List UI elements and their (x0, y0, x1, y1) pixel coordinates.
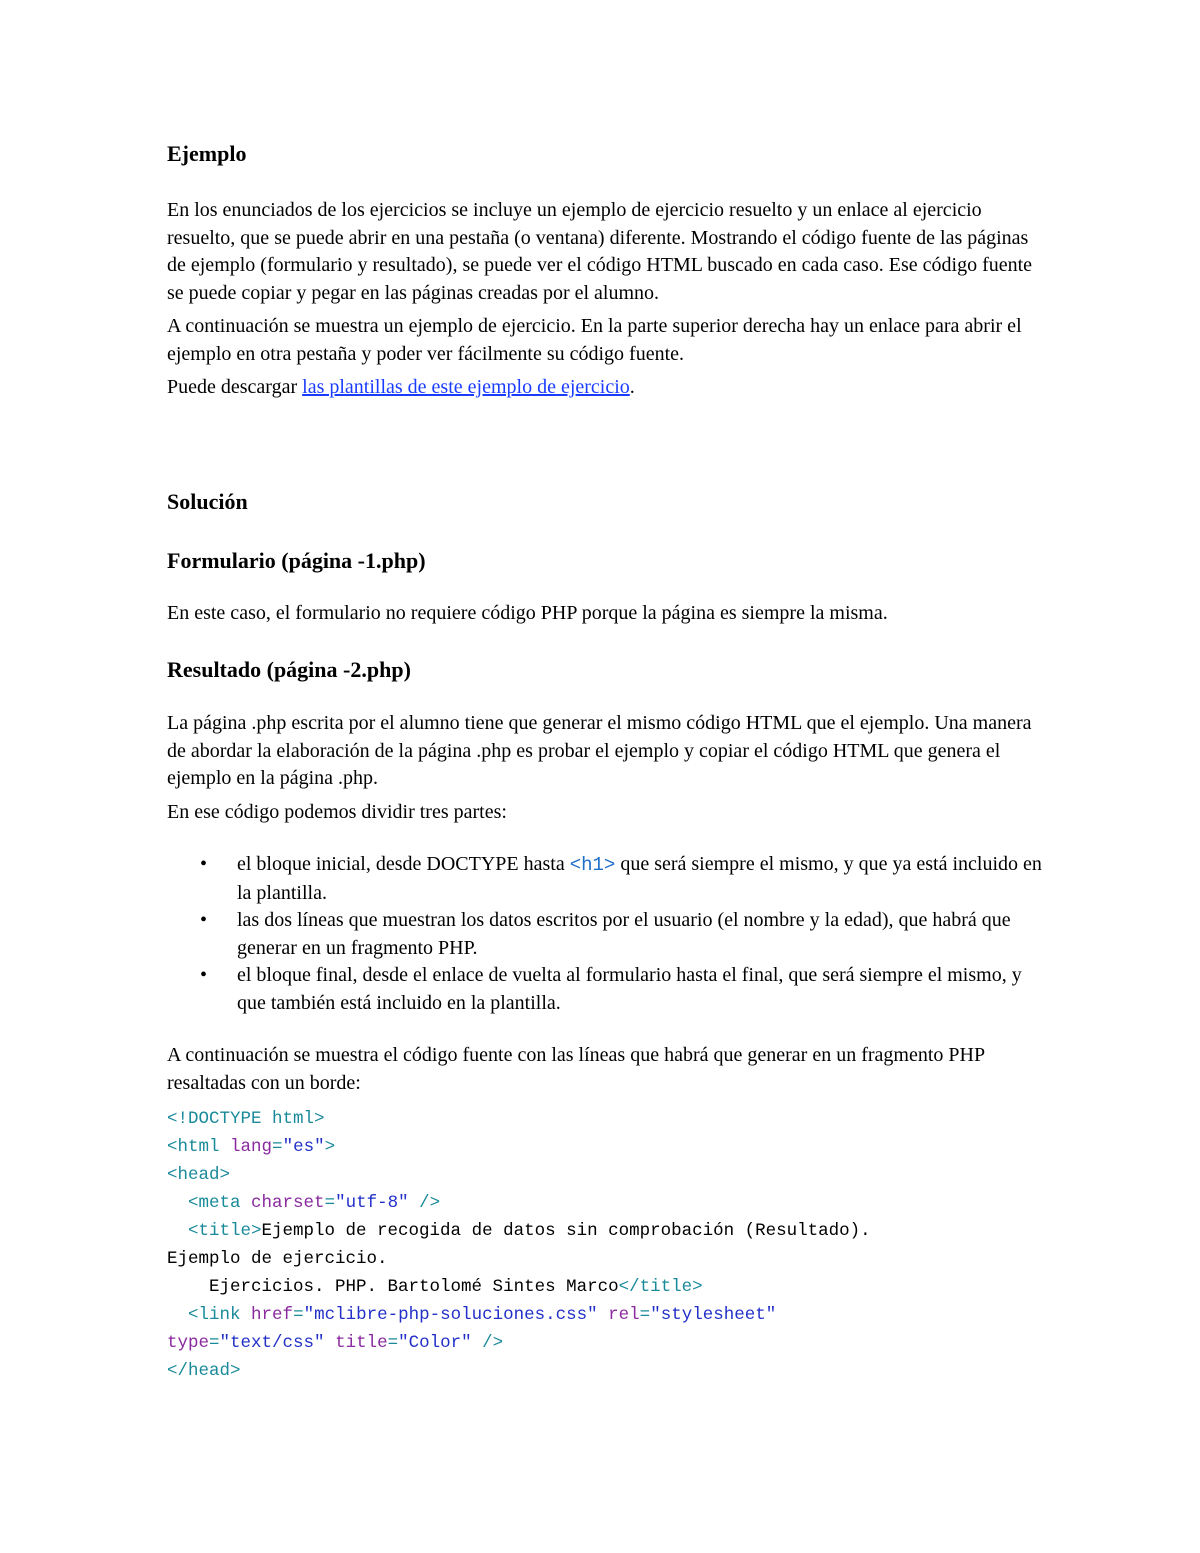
code-charset-val: "utf-8" (335, 1193, 409, 1213)
download-prefix: Puede descargar (167, 376, 303, 398)
paragraph-resultado-1: La página .php escrita por el alumno tiene que generar el mismo código HTML que el ejemplo. Una manera de abordar la elaboración de la página .php es probar el ejemplo y copiar el código HTML que genera el ejemplo en la página .php. (167, 712, 1032, 789)
code-eq: = (293, 1305, 304, 1325)
heading-ejemplo: Ejemplo (167, 141, 247, 166)
list-item: • las dos líneas que muestran los datos escritos por el usuario (el nombre y la edad), que habrá que generar en un fragmento PHP. (167, 907, 1047, 962)
download-suffix: . (629, 376, 635, 398)
code-title-text-1: Ejemplo de recogida de datos sin comprobación (Resultado). (261, 1221, 871, 1241)
code-self-close: /> (408, 1193, 441, 1213)
code-title-close: </title> (618, 1277, 703, 1297)
paragraph-ejemplo-2: A continuación se muestra un ejemplo de ejercicio. En la parte superior derecha hay un enlace para abrir el ejemplo en otra pestaña y poder ver fácilmente su código fuente. (167, 315, 1022, 365)
code-gt: > (324, 1137, 336, 1157)
list-item-suffix: que será siempre el mismo, y que ya está incluido en la plantilla. (237, 853, 1042, 904)
code-self-close: /> (471, 1333, 504, 1353)
h1-tag-code: <h1> (569, 854, 616, 876)
list-item: • el bloque final, desde el enlace de vuelta al formulario hasta el final, que será siempre el mismo, y que también está incluido en la plantilla. (167, 962, 1047, 1017)
code-type-val: "text/css" (219, 1333, 325, 1353)
code-rel-attr: rel (608, 1305, 640, 1325)
code-type-attr: type (167, 1333, 210, 1353)
code-head-open: <head> (167, 1165, 231, 1185)
templates-download-link[interactable]: las plantillas de este ejemplo de ejercicio (302, 376, 630, 398)
code-eq: = (387, 1333, 399, 1353)
heading-formulario: Formulario (página -1.php) (167, 547, 426, 573)
code-title-attr: title (335, 1333, 388, 1353)
list-item-prefix: el bloque inicial, desde DOCTYPE hasta (237, 853, 570, 875)
code-lang-val: "es" (282, 1137, 325, 1157)
code-title-val: "Color" (398, 1333, 472, 1353)
code-link-open: <link (188, 1305, 241, 1325)
paragraph-resultado-3: A continuación se muestra el código fuente con las líneas que habrá que generar en un fragmento PHP resaltadas con un borde: (167, 1044, 985, 1094)
code-eq: = (272, 1137, 283, 1157)
code-eq: = (324, 1193, 336, 1213)
code-href-val: "mclibre-php-soluciones.css" (303, 1305, 598, 1325)
code-html-open: <html (167, 1137, 220, 1157)
list-item (167, 851, 1047, 907)
code-title-text-3: Ejercicios. PHP. Bartolomé Sintes Marco (209, 1277, 619, 1297)
paragraph-resultado-2: En ese código podemos dividir tres partes: (167, 800, 507, 823)
document-page (167, 138, 1047, 1385)
source-code-block (167, 1105, 1047, 1385)
code-href-attr: href (251, 1305, 294, 1325)
parts-list (167, 851, 1047, 1017)
code-title-text-2: Ejemplo de ejercicio. (167, 1249, 388, 1269)
paragraph-ejemplo-3 (167, 374, 1047, 402)
code-title-open: <title> (188, 1221, 262, 1241)
code-charset-attr: charset (251, 1193, 325, 1213)
code-head-close: </head> (167, 1361, 241, 1381)
heading-solucion: Solución (167, 488, 248, 514)
code-rel-val: "stylesheet" (650, 1305, 777, 1325)
code-doctype: <!DOCTYPE html> (167, 1109, 325, 1129)
paragraph-formulario: En este caso, el formulario no requiere código PHP porque la página es siempre la misma. (167, 601, 888, 624)
code-eq: = (639, 1305, 651, 1325)
paragraph-ejemplo-1: En los enunciados de los ejercicios se incluye un ejemplo de ejercicio resuelto y un enlace al ejercicio resuelto, que se puede abrir en una pestaña (o ventana) diferente. Mostrando el código fuente de las páginas de ejemplo (formulario y resultado), se puede ver el código HTML buscado en cada caso. Ese código fuente se puede copiar y pegar en las páginas creadas por el alumno. (167, 199, 1033, 304)
code-lang-attr: lang (230, 1137, 273, 1157)
code-eq: = (209, 1333, 220, 1353)
heading-resultado: Resultado (página -2.php) (167, 657, 411, 682)
code-meta-open: <meta (188, 1193, 241, 1213)
